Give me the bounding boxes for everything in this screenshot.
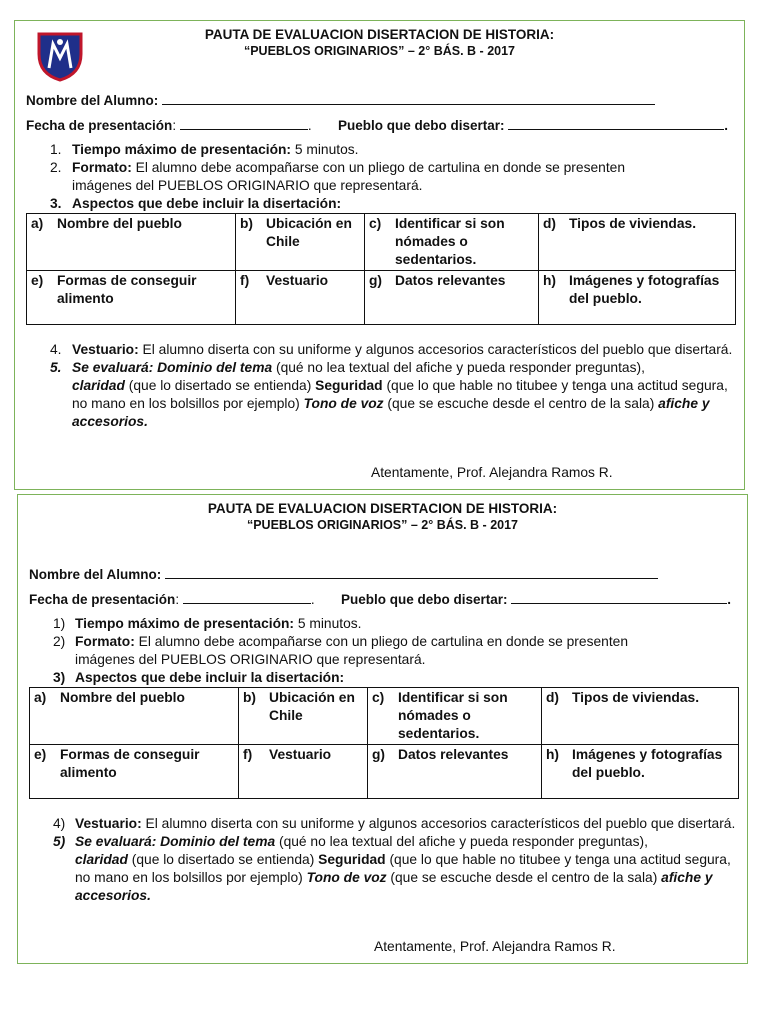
instructions-list [50, 141, 740, 213]
table-cell: c) Identificar si son nómades o sedentarios. [369, 216, 505, 267]
evaluation-notes [50, 341, 740, 431]
list-item: 5) Se evaluará: Dominio del tema (qué no lea textual del afiche y pueda responder preguntas), claridad (que lo disertado se entienda) Seguridad (que lo que hable no titubee y tenga una actitud segura, no mano en los bolsillos por ejemplo) Tono de voz (que se escuche desde el centro de la sala) afiche y accesorios. [53, 834, 731, 903]
list-item: 5. Se evaluará: Dominio del tema (qué no lea textual del afiche y pueda responder preguntas), claridad (que lo disertado se entienda) Seguridad (que lo que hable no titubee y tenga una actitud segura, no mano en los bolsillos por ejemplo) Tono de voz (que se escuche desde el centro de la sala) afiche y accesorios. [50, 360, 728, 429]
table-cell: e) Formas de conseguir alimento [31, 273, 197, 306]
table-cell: e) Formas de conseguir alimento [34, 747, 200, 780]
table-cell: f) Vestuario [243, 747, 332, 762]
aspects-table [29, 687, 739, 799]
table-cell: h) Imágenes y fotografías del pueblo. [546, 747, 723, 780]
date-label: Fecha de presentación [29, 592, 176, 607]
table-cell: g) Datos relevantes [372, 747, 509, 762]
table-cell: h) Imágenes y fotografías del pueblo. [543, 273, 720, 306]
table-cell: g) Datos relevantes [369, 273, 506, 288]
list-item: 3. Aspectos que debe incluir la disertación: [50, 196, 342, 211]
evaluation-notes [53, 815, 743, 905]
student-name-field[interactable] [165, 566, 658, 579]
date-row: Fecha de presentación: . [26, 118, 312, 133]
signature: Atentamente, Prof. Alejandra Ramos R. [371, 465, 613, 480]
page-title: PAUTA DE EVALUACION DISERTACION DE HISTORIA: [204, 27, 555, 42]
evaluation-sheet-2 [17, 494, 748, 964]
list-item: 1) Tiempo máximo de presentación: 5 minutos. [53, 616, 362, 631]
table-cell: a) Nombre del pueblo [31, 216, 182, 231]
table-cell: a) Nombre del pueblo [34, 690, 185, 705]
date-field[interactable] [183, 591, 311, 604]
town-label: Pueblo que debo disertar: [341, 592, 508, 607]
table-cell: b) Ubicación en Chile [240, 216, 352, 249]
town-row: Pueblo que debo disertar: . [341, 592, 732, 607]
list-item: 1. Tiempo máximo de presentación: 5 minutos. [50, 142, 359, 157]
list-item: 2) Formato: El alumno debe acompañarse con un pliego de cartulina en donde se presenten imágenes del PUEBLOS ORIGINARIO que representará. [53, 634, 628, 667]
town-row: Pueblo que debo disertar: . [338, 118, 729, 133]
date-row: Fecha de presentación: . [29, 592, 315, 607]
list-item: 3) Aspectos que debe incluir la disertación: [53, 670, 345, 685]
evaluation-sheet-1 [14, 20, 745, 490]
date-label: Fecha de presentación [26, 118, 173, 133]
aspects-table [26, 213, 736, 325]
town-label: Pueblo que debo disertar: [338, 118, 505, 133]
student-name-row [26, 92, 655, 108]
list-item: 4. Vestuario: El alumno diserta con su uniforme y algunos accesorios característicos del pueblo que disertará. [50, 342, 733, 357]
student-name-field[interactable] [162, 92, 655, 105]
student-name-row [29, 566, 658, 582]
table-cell: c) Identificar si son nómades o sedentarios. [372, 690, 508, 741]
list-item: 4) Vestuario: El alumno diserta con su uniforme y algunos accesorios característicos del pueblo que disertará. [53, 816, 736, 831]
table-cell: f) Vestuario [240, 273, 329, 288]
date-field[interactable] [180, 117, 308, 130]
student-name-label: Nombre del Alumno: [29, 567, 162, 582]
page-subtitle: “PUEBLOS ORIGINARIOS” – 2° BÁS. B - 2017 [243, 44, 516, 58]
town-field[interactable] [508, 117, 724, 130]
student-name-label: Nombre del Alumno: [26, 93, 159, 108]
town-field[interactable] [511, 591, 727, 604]
table-cell: b) Ubicación en Chile [243, 690, 355, 723]
table-cell: d) Tipos de viviendas. [543, 216, 697, 231]
instructions-list [53, 615, 743, 687]
table-cell: d) Tipos de viviendas. [546, 690, 700, 705]
page-subtitle: “PUEBLOS ORIGINARIOS” – 2° BÁS. B - 2017 [246, 518, 519, 532]
page-title: PAUTA DE EVALUACION DISERTACION DE HISTORIA: [207, 501, 558, 516]
list-item: 2. Formato: El alumno debe acompañarse con un pliego de cartulina en donde se presenten imágenes del PUEBLOS ORIGINARIO que representará. [50, 160, 625, 193]
signature: Atentamente, Prof. Alejandra Ramos R. [374, 939, 616, 954]
